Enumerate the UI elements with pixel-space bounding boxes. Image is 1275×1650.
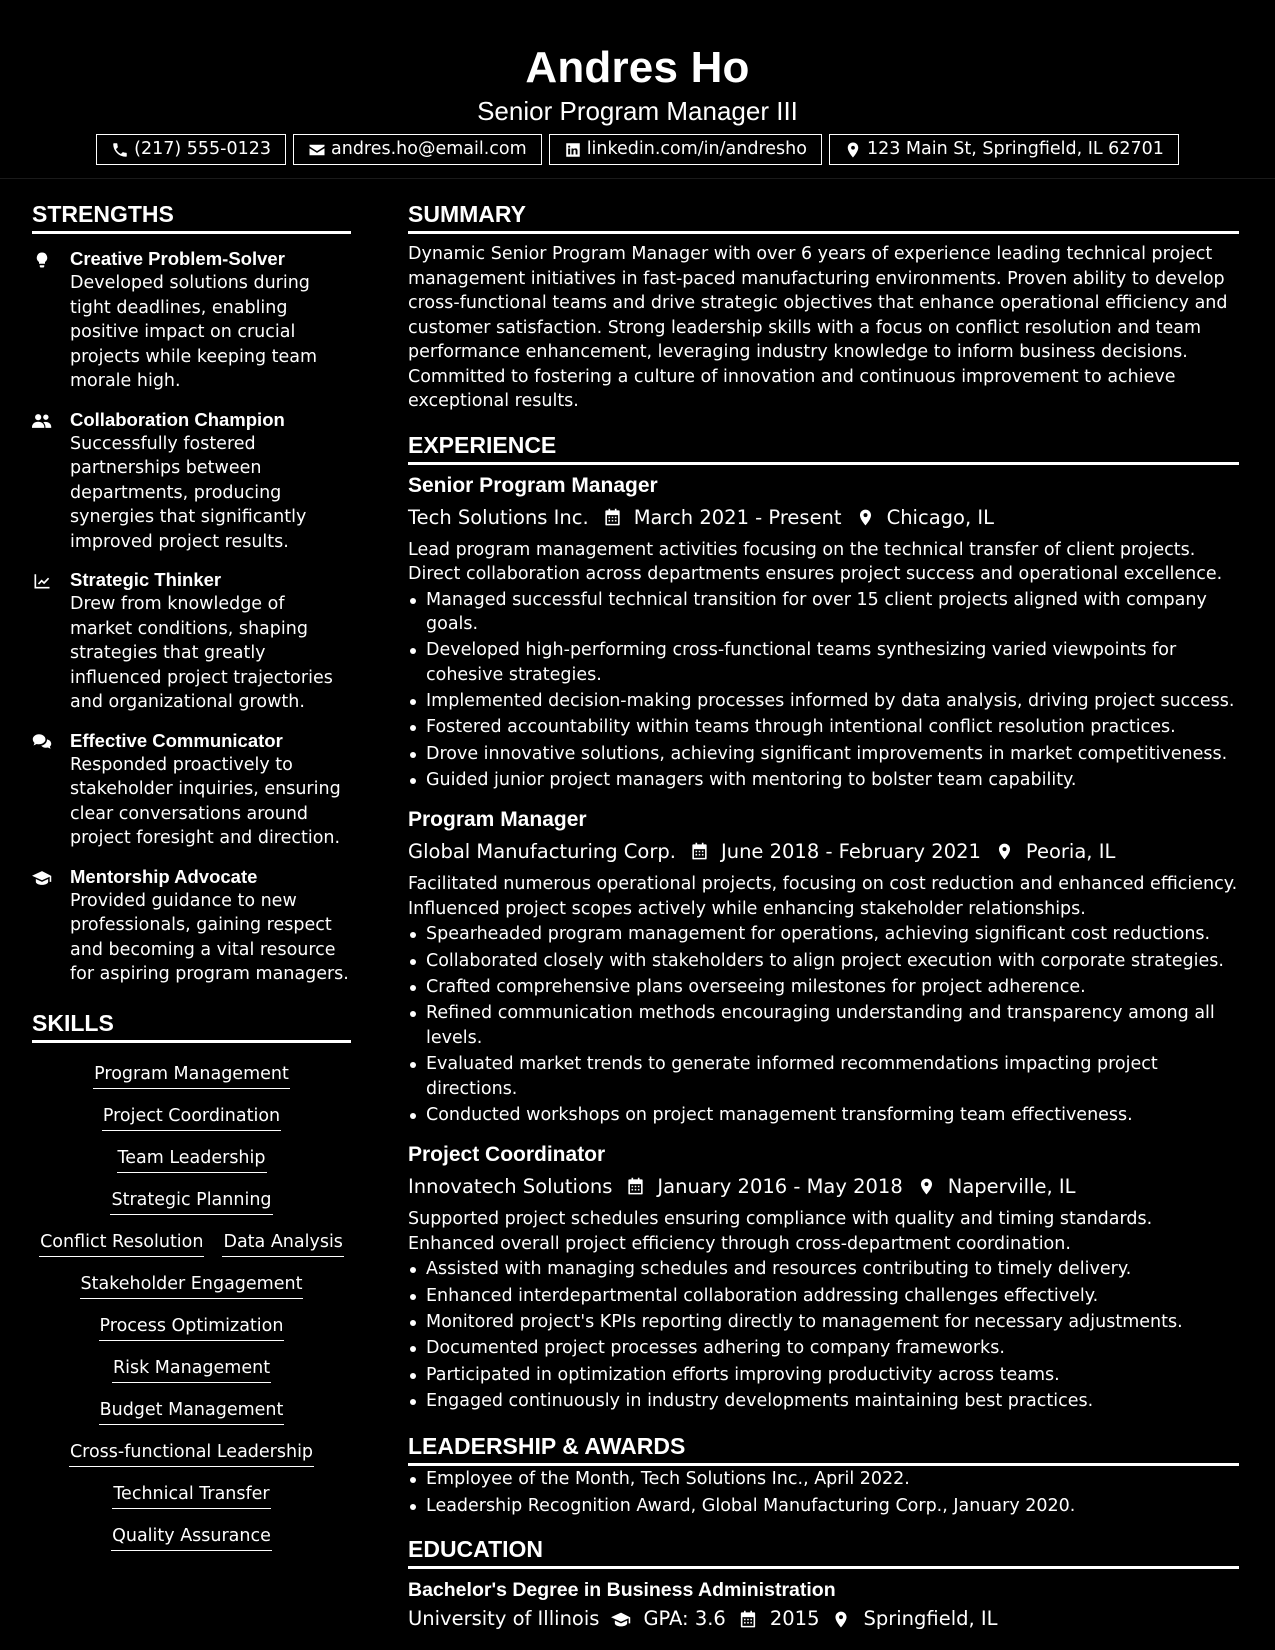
left-column xyxy=(32,198,351,1551)
skill-tag: Quality Assurance xyxy=(111,1522,272,1551)
job-location: Peoria, IL xyxy=(1025,840,1116,864)
strength-description: Developed solutions during tight deadlines, enabling positive impact on crucial projects while keeping team morale high. xyxy=(70,273,318,391)
skill-tag: Technical Transfer xyxy=(112,1480,270,1509)
job-bullet: Crafted comprehensive plans overseeing milestones for project adherence. xyxy=(408,975,1239,1000)
job-bullet: Fostered accountability within teams through intentional conflict resolution practices. xyxy=(408,715,1239,740)
strengths-heading: STRENGTHS xyxy=(32,198,351,234)
contact-address-text: 123 Main St, Springfield, IL 62701 xyxy=(866,139,1164,160)
contact-phone-text: (217) 555-0123 xyxy=(134,139,271,160)
job-bullet: Evaluated market trends to generate informed recommendations impacting project directions. xyxy=(408,1052,1239,1101)
education-school: University of Illinois xyxy=(408,1607,600,1631)
summary-heading: SUMMARY xyxy=(408,198,1239,234)
candidate-name: Andres Ho xyxy=(525,43,750,92)
job-bullet: Implemented decision-making processes informed by data analysis, driving project success. xyxy=(408,689,1239,714)
strength-title: Mentorship Advocate xyxy=(70,865,258,887)
education-degree: Bachelor's Degree in Business Administration xyxy=(408,1579,836,1602)
job-bullet: Conducted workshops on project management transforming team effectiveness. xyxy=(408,1103,1239,1128)
job-bullet: Spearheaded program management for operations, achieving significant cost reductions. xyxy=(408,922,1239,947)
skills-list xyxy=(32,1043,351,1551)
job-meta xyxy=(408,836,1239,867)
job-bullets xyxy=(408,588,1239,793)
strength-description: Provided guidance to new professionals, gaining respect and becoming a vital resource for aspiring program managers. xyxy=(70,890,349,984)
contact-email-text: andres.ho@email.com xyxy=(331,139,527,160)
job-location: Chicago, IL xyxy=(886,505,994,529)
award-item: Leadership Recognition Award, Global Manufacturing Corp., January 2020. xyxy=(408,1494,1239,1519)
skill-tag: Project Coordination xyxy=(102,1102,281,1131)
job-bullets xyxy=(408,1257,1239,1413)
phone-icon xyxy=(111,141,129,159)
strength-description: Successfully fostered partnerships between departments, producing synergies that significantly improved project results. xyxy=(70,433,307,552)
resume-header xyxy=(0,0,1275,179)
skill-tag: Risk Management xyxy=(112,1354,271,1383)
job-bullets xyxy=(408,922,1239,1127)
lightbulb-icon xyxy=(32,251,52,269)
education-year: 2015 xyxy=(769,1607,820,1631)
strength-title: Strategic Thinker xyxy=(70,569,222,590)
experience-heading: EXPERIENCE xyxy=(408,429,1239,465)
skills-heading: SKILLS xyxy=(32,1007,351,1043)
job-bullet: Guided junior project managers with mentoring to bolster team capability. xyxy=(408,768,1239,793)
job-meta xyxy=(408,1171,1239,1202)
calendar-icon xyxy=(626,1177,645,1196)
job-bullet: Monitored project's KPIs reporting directly to management for necessary adjustments. xyxy=(408,1310,1239,1335)
linkedin-icon xyxy=(564,141,582,159)
job-company: Global Manufacturing Corp. xyxy=(408,840,676,864)
strength-item xyxy=(32,729,351,851)
skill-tag: Conflict Resolution xyxy=(39,1228,204,1257)
contact-email[interactable] xyxy=(293,134,542,165)
job-bullet: Collaborated closely with stakeholders to align project execution with corporate strategies. xyxy=(408,949,1239,974)
education-location: Springfield, IL xyxy=(863,1607,998,1631)
job-dates: March 2021 - Present xyxy=(633,505,842,529)
job-description: Facilitated numerous operational projects, focusing on cost reduction and enhanced efficiency. Influenced project scopes actively while enhancing stakeholder relationships. xyxy=(408,874,1238,919)
job-entry xyxy=(408,471,1239,793)
calendar-icon xyxy=(690,842,709,861)
users-icon xyxy=(32,412,52,430)
map-pin-icon xyxy=(856,508,875,527)
contact-linkedin[interactable] xyxy=(549,134,822,165)
strength-item xyxy=(32,865,351,987)
chart-line-icon xyxy=(32,572,52,590)
strength-description: Responded proactively to stakeholder inquiries, ensuring clear conversations around project foresight and direction. xyxy=(70,754,341,848)
skill-tag: Program Management xyxy=(93,1060,290,1089)
job-description: Supported project schedules ensuring compliance with quality and timing standards. Enhanced overall project efficiency through cross-department coordination. xyxy=(408,1209,1153,1254)
job-bullet: Assisted with managing schedules and resources contributing to timely delivery. xyxy=(408,1257,1239,1282)
job-dates: January 2016 - May 2018 xyxy=(657,1175,903,1199)
strength-title: Collaboration Champion xyxy=(70,408,285,430)
job-bullet: Documented project processes adhering to company frameworks. xyxy=(408,1336,1239,1361)
right-column xyxy=(408,198,1239,1634)
graduation-cap-icon xyxy=(32,869,52,887)
calendar-icon xyxy=(738,1610,758,1629)
education-gpa: GPA: 3.6 xyxy=(643,1607,726,1631)
job-bullet: Managed successful technical transition for over 15 client projects aligned with company goals. xyxy=(408,588,1239,637)
strengths-list xyxy=(32,247,351,987)
leadership-list xyxy=(408,1467,1239,1518)
candidate-title: Senior Program Manager III xyxy=(477,96,798,126)
contact-address[interactable] xyxy=(829,134,1179,165)
award-item: Employee of the Month, Tech Solutions Inc., April 2022. xyxy=(408,1467,1239,1492)
job-bullet: Drove innovative solutions, achieving significant improvements in market competitiveness. xyxy=(408,742,1239,767)
strength-description: Drew from knowledge of market conditions, shaping strategies that greatly influenced project trajectories and organizational growth. xyxy=(70,594,333,712)
map-pin-icon xyxy=(831,1610,851,1629)
skill-tag: Process Optimization xyxy=(99,1312,285,1341)
skill-tag: Team Leadership xyxy=(117,1144,267,1173)
job-dates: June 2018 - February 2021 xyxy=(720,840,981,864)
calendar-icon xyxy=(603,508,622,527)
leadership-heading: LEADERSHIP & AWARDS xyxy=(408,1430,1239,1466)
job-bullet: Enhanced interdepartmental collaboration addressing challenges effectively. xyxy=(408,1284,1239,1309)
job-entry xyxy=(408,805,1239,1127)
map-pin-icon xyxy=(995,842,1014,861)
strength-title: Effective Communicator xyxy=(70,729,283,751)
education-heading: EDUCATION xyxy=(408,1533,1239,1569)
strength-title: Creative Problem-Solver xyxy=(70,248,285,269)
strength-item xyxy=(32,568,351,715)
job-bullet: Developed high-performing cross-functional teams synthesizing varied viewpoints for cohesive strategies. xyxy=(408,638,1239,687)
envelope-icon xyxy=(308,141,326,159)
summary-text: Dynamic Senior Program Manager with over 6 years of experience leading technical project management initiatives in fast-paced manufacturing environments. Proven ability to develop cross-functional teams and drive strategic objectives that enhance operational efficiency and customer satisfaction. Strong leadership skills with a focus on conflict resolution and team performance enhancement, leveraging industry knowledge to inform business decisions. Committed to fostering a culture of innovation and continuous improvement to achieve exceptional results. xyxy=(408,244,1228,411)
contact-linkedin-text: linkedin.com/in/andresho xyxy=(586,139,807,160)
map-pin-icon xyxy=(917,1177,936,1196)
job-bullet: Engaged continuously in industry developments maintaining best practices. xyxy=(408,1389,1239,1414)
skill-tag: Strategic Planning xyxy=(110,1186,272,1215)
job-title: Senior Program Manager xyxy=(408,473,658,497)
job-company: Tech Solutions Inc. xyxy=(408,505,589,529)
job-entry xyxy=(408,1140,1239,1413)
job-title: Program Manager xyxy=(408,808,587,832)
skill-tag: Budget Management xyxy=(99,1396,285,1425)
skill-tag: Stakeholder Engagement xyxy=(80,1270,304,1299)
job-meta xyxy=(408,502,1239,533)
strength-item xyxy=(32,247,351,394)
contact-bar xyxy=(0,134,1275,165)
strength-item xyxy=(32,408,351,555)
job-bullet: Refined communication methods encouraging understanding and transparency among all levels. xyxy=(408,1001,1239,1050)
job-description: Lead program management activities focusing on the technical transfer of client projects. Direct collaboration across departments ensures project success and operational excellence. xyxy=(408,539,1223,584)
skill-tag: Cross-functional Leadership xyxy=(69,1438,314,1467)
job-location: Naperville, IL xyxy=(947,1175,1076,1199)
graduation-cap-icon xyxy=(611,1610,631,1629)
job-bullet: Participated in optimization efforts improving productivity across teams. xyxy=(408,1363,1239,1388)
comments-icon xyxy=(32,733,52,751)
job-title: Project Coordinator xyxy=(408,1143,606,1167)
map-pin-icon xyxy=(844,141,862,159)
education-meta xyxy=(408,1604,1239,1634)
job-company: Innovatech Solutions xyxy=(408,1175,613,1199)
skill-tag: Data Analysis xyxy=(222,1228,343,1257)
contact-phone[interactable] xyxy=(96,134,286,165)
